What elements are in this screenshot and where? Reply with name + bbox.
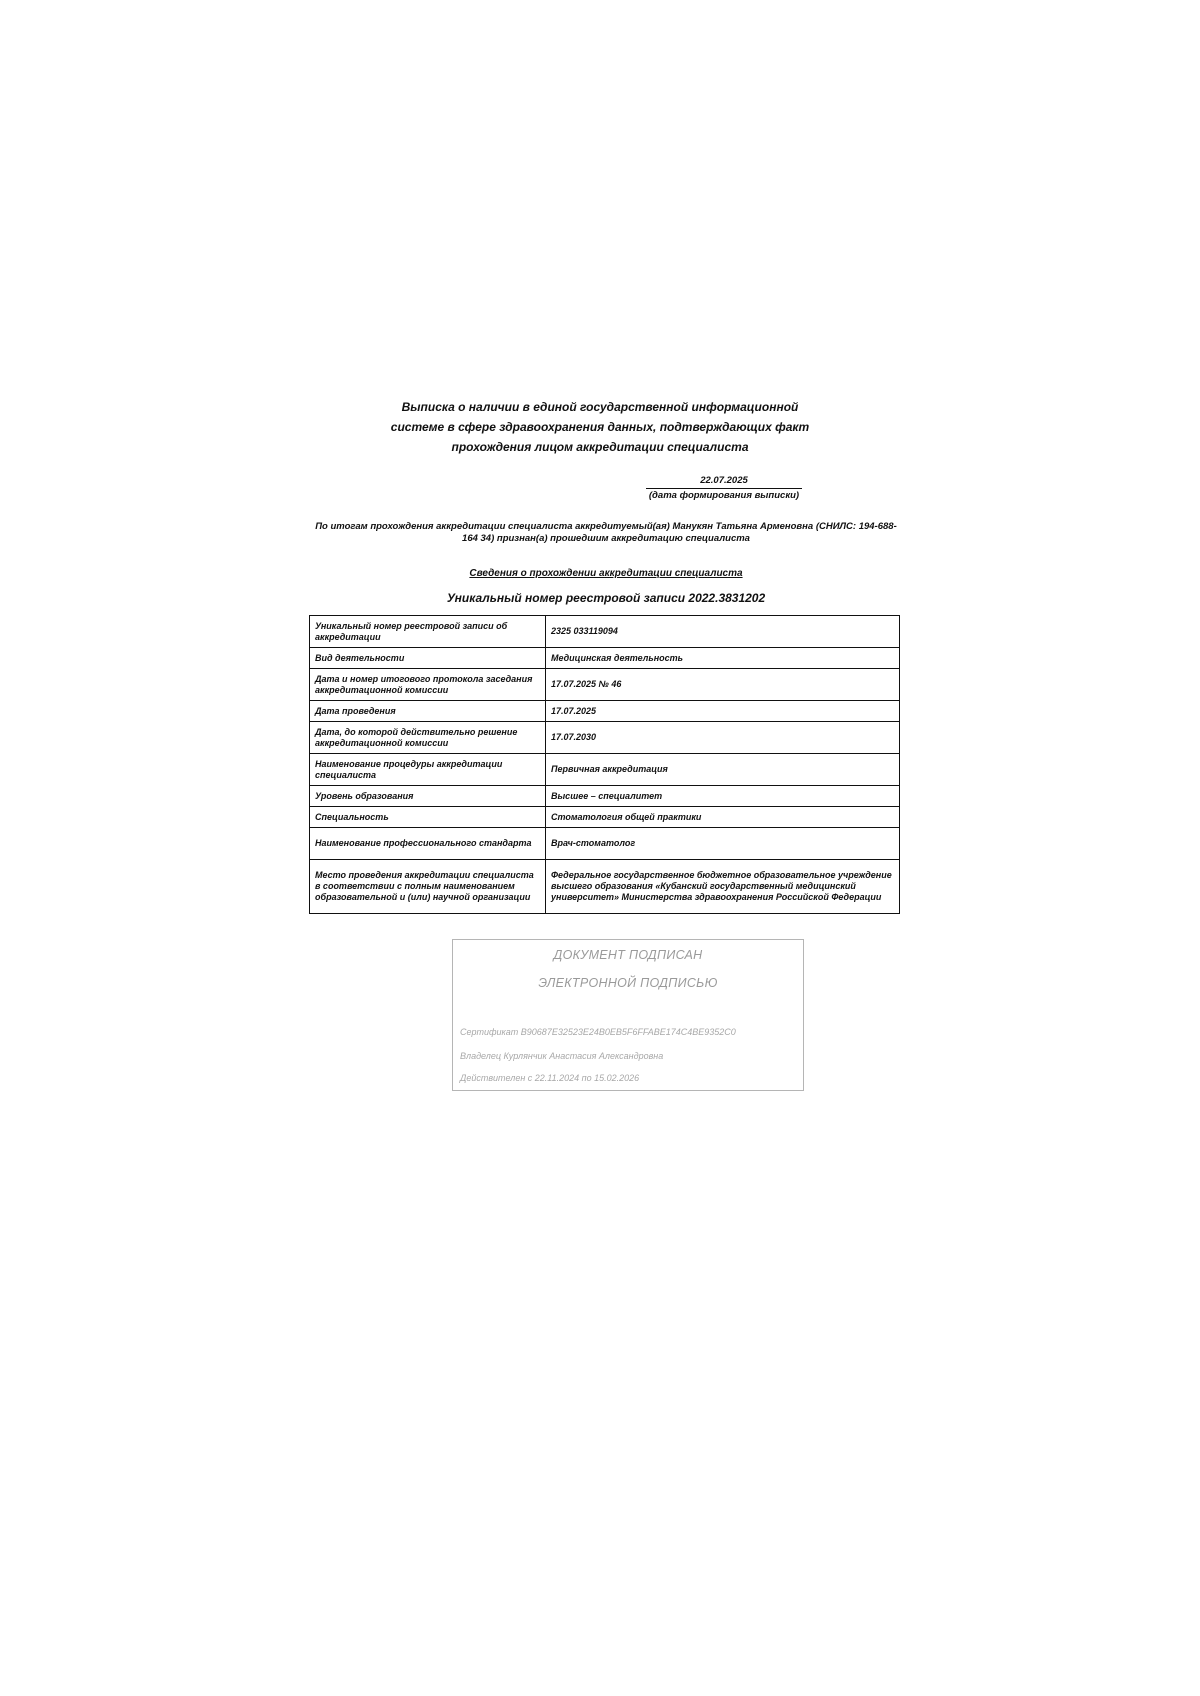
row-label: Дата и номер итогового протокола заседания аккредитационной комиссии — [310, 669, 546, 701]
issue-date: 22.07.2025 — [646, 475, 802, 489]
table-row — [310, 648, 900, 669]
row-label: Специальность — [310, 807, 546, 828]
table-row — [310, 828, 900, 860]
stamp-owner: Владелец Курлянчик Анастасия Александровна — [460, 1051, 664, 1061]
row-value: Высшее – специалитет — [546, 786, 900, 807]
row-label: Наименование процедуры аккредитации специалиста — [310, 754, 546, 786]
title-line-3: прохождения лицом аккредитации специалиста — [451, 440, 749, 454]
row-value: 17.07.2030 — [546, 722, 900, 754]
row-value: Врач-стоматолог — [546, 828, 900, 860]
row-label: Уникальный номер реестровой записи об аккредитации — [310, 616, 546, 648]
row-label: Дата, до которой действительно решение аккредитационной комиссии — [310, 722, 546, 754]
stamp-title-line-1: ДОКУМЕНТ ПОДПИСАН — [553, 948, 703, 962]
stamp-title-line-2: ЭЛЕКТРОННОЙ ПОДПИСЬЮ — [538, 976, 718, 990]
table-row — [310, 701, 900, 722]
stamp-validity: Действителен с 22.11.2024 по 15.02.2026 — [460, 1073, 640, 1083]
document-title — [380, 397, 820, 457]
table-row — [310, 616, 900, 648]
row-value: Первичная аккредитация — [546, 754, 900, 786]
accreditation-table — [309, 615, 900, 914]
electronic-signature-stamp — [452, 939, 804, 1091]
table-row — [310, 786, 900, 807]
row-value: Федеральное государственное бюджетное образовательное учреждение высшего образования «Кубанский государственный медицинский университет» Министерства здравоохранения Российской Федерации — [546, 860, 900, 914]
row-label: Вид деятельности — [310, 648, 546, 669]
table-row — [310, 722, 900, 754]
table-row — [310, 807, 900, 828]
row-value: 17.07.2025 № 46 — [546, 669, 900, 701]
section-heading: Сведения о прохождении аккредитации специалиста — [469, 568, 743, 579]
row-value: Стоматология общей практики — [546, 807, 900, 828]
row-label: Дата проведения — [310, 701, 546, 722]
stamp-certificate: Сертификат B90687E32523E24B0EB5F6FFABE174C4BE9352C0 — [460, 1027, 736, 1037]
intro-paragraph: По итогам прохождения аккредитации специалиста аккредитуемый(ая) Манукян Татьяна Арменовна (СНИЛС: 194-688-164 34) признан(а) прошедшим аккредитацию специалиста — [315, 521, 897, 544]
row-value: Медицинская деятельность — [546, 648, 900, 669]
row-value: 17.07.2025 — [546, 701, 900, 722]
title-line-1: Выписка о наличии в единой государственной информационной — [401, 400, 799, 414]
title-line-2: системе в сфере здравоохранения данных, подтверждающих факт — [390, 420, 810, 434]
registry-record-heading: Уникальный номер реестровой записи 2022.3831202 — [446, 591, 766, 605]
row-value: 2325 033119094 — [546, 616, 900, 648]
row-label: Уровень образования — [310, 786, 546, 807]
table-row — [310, 860, 900, 914]
table-row — [310, 754, 900, 786]
row-label: Место проведения аккредитации специалиста в соответствии с полным наименованием образовательной и (или) научной организации — [310, 860, 546, 914]
issue-date-block — [646, 475, 802, 502]
issue-date-caption: (дата формирования выписки) — [648, 490, 800, 501]
row-label: Наименование профессионального стандарта — [310, 828, 546, 860]
table-row — [310, 669, 900, 701]
